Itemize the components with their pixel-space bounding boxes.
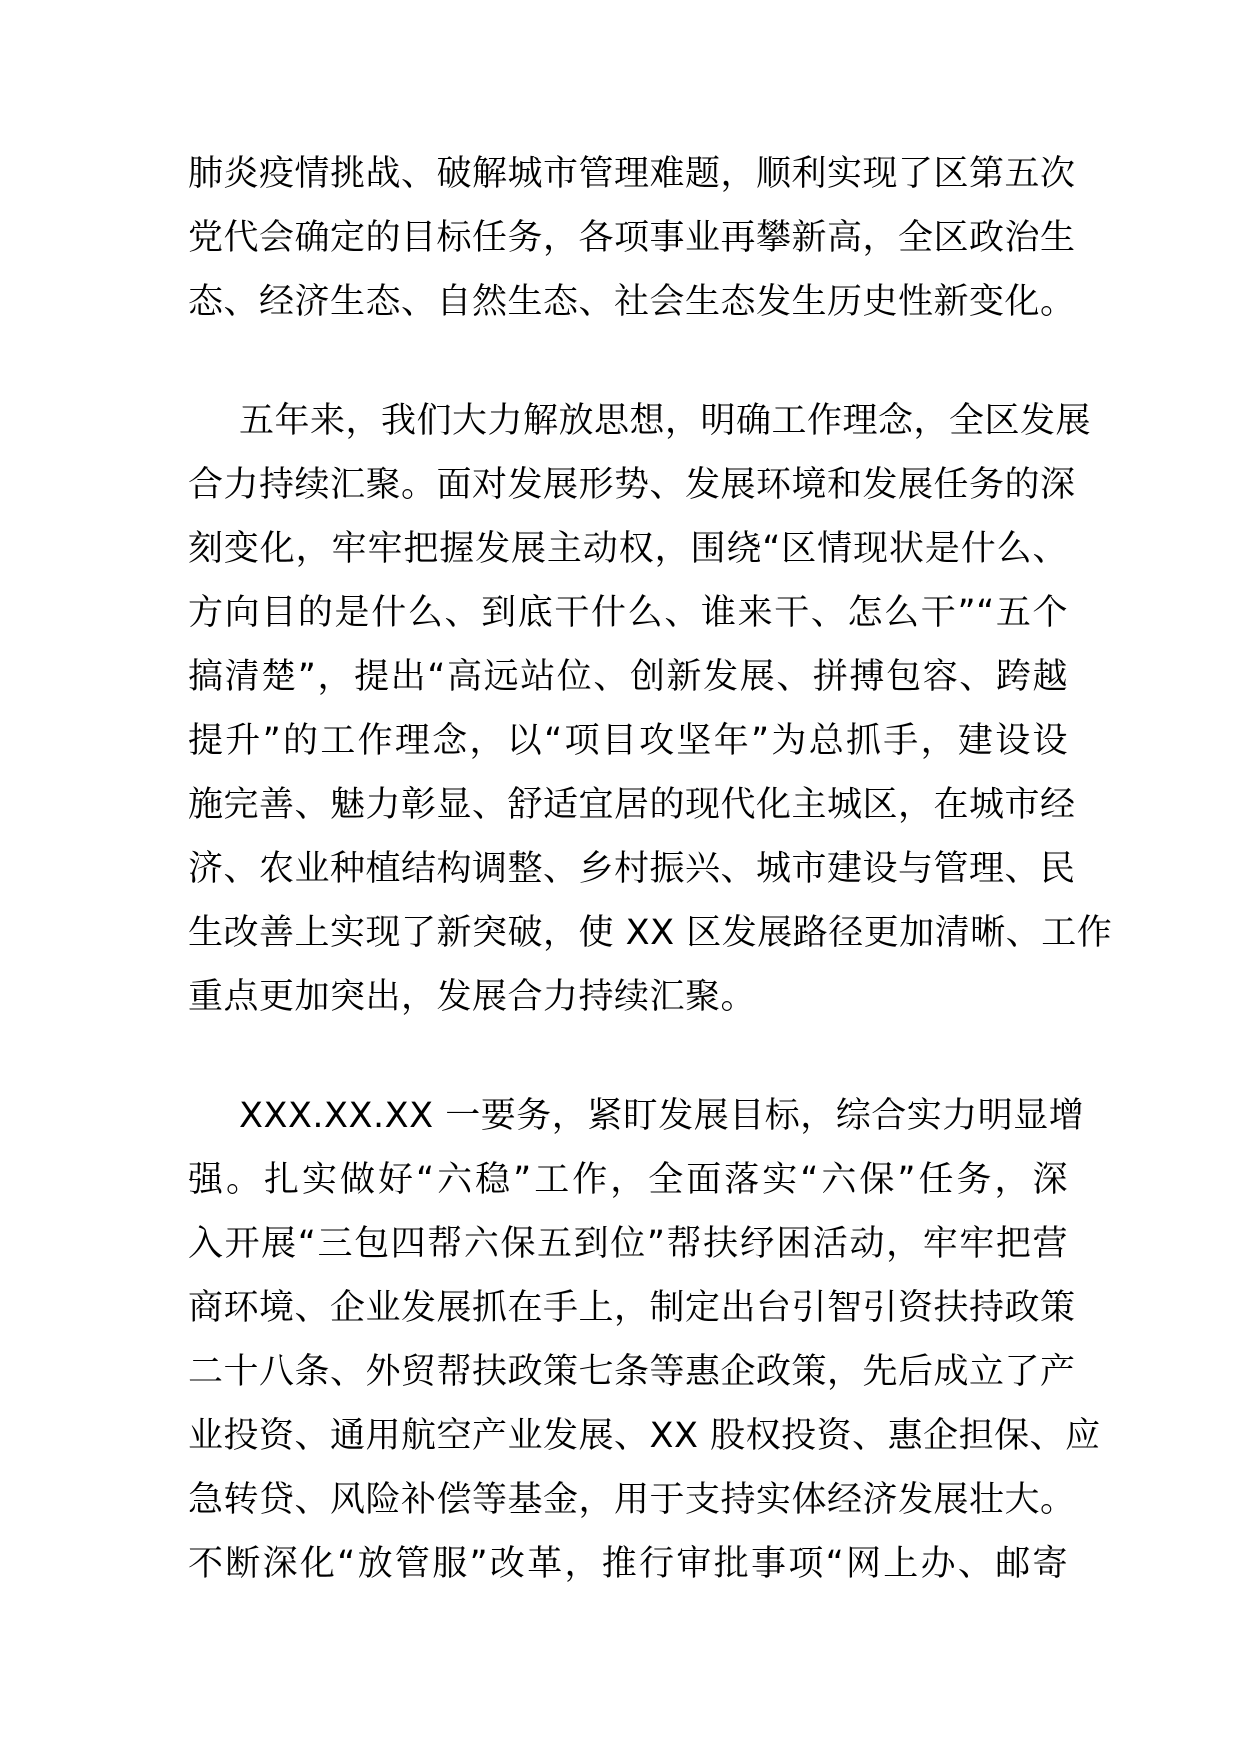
text-line: 业投资、通用航空产业发展、XX 股权投资、惠企担保、应: [188, 1416, 1101, 1456]
text-line: 合力持续汇聚。面对发展形势、发展环境和发展任务的深: [188, 465, 1076, 505]
text-line: 刻变化，牢牢把握发展主动权，围绕“区情现状是什么、: [188, 529, 1068, 569]
text-line: 方向目的是什么、到底干什么、谁来干、怎么干”“五个: [188, 593, 1068, 633]
text-line: 肺炎疫情挑战、破解城市管理难题，顺利实现了区第五次: [188, 154, 1076, 194]
paragraph-first-line: 五年来，我们大力解放思想，明确工作理念，全区发展: [239, 401, 1092, 441]
text-line: 生改善上实现了新突破，使 XX 区发展路径更加清晰、工作: [188, 913, 1113, 953]
paragraph-first-line: XXX.XX.XX 一要务，紧盯发展目标，综合实力明显增: [239, 1096, 1085, 1136]
text-line: 入开展“三包四帮六保五到位”帮扶纾困活动，牢牢把营: [188, 1224, 1068, 1264]
text-line: 强。扎实做好“六稳”工作，全面落实“六保”任务，深: [188, 1160, 1068, 1200]
text-line: 商环境、企业发展抓在手上，制定出台引智引资扶持政策: [188, 1288, 1076, 1328]
text-line: 济、农业种植结构调整、乡村振兴、城市建设与管理、民: [188, 849, 1076, 889]
text-line: 党代会确定的目标任务，各项事业再攀新高，全区政治生: [188, 218, 1076, 258]
text-line: 二十八条、外贸帮扶政策七条等惠企政策，先后成立了产: [188, 1352, 1076, 1392]
text-line: 态、经济生态、自然生态、社会生态发生历史性新变化。: [188, 282, 1076, 322]
text-line: 不断深化“放管服”改革，推行审批事项“网上办、邮寄: [188, 1544, 1068, 1584]
text-line: 施完善、魅力彰显、舒适宜居的现代化主城区，在城市经: [188, 785, 1076, 825]
text-line: 搞清楚”，提出“高远站位、创新发展、拼搏包容、跨越: [188, 657, 1068, 697]
text-line: 急转贷、风险补偿等基金，用于支持实体经济发展壮大。: [188, 1480, 1076, 1520]
text-line: 重点更加突出，发展合力持续汇聚。: [188, 977, 757, 1017]
text-line: 提升”的工作理念，以“项目攻坚年”为总抓手，建设设: [188, 721, 1068, 761]
